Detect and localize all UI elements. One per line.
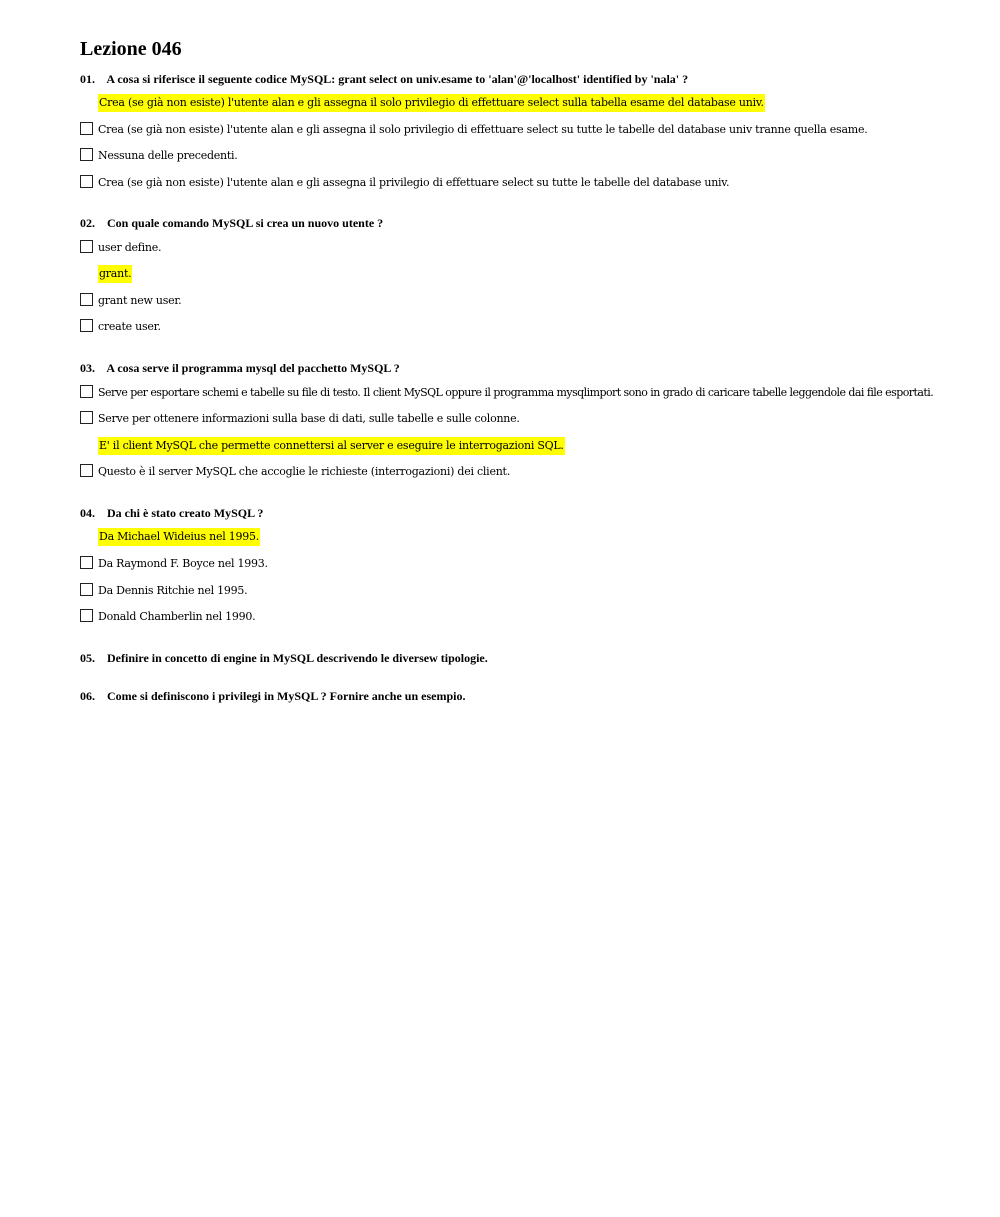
answer-checkbox[interactable]: [80, 319, 93, 332]
answer-text: grant new user.: [98, 294, 182, 307]
answer-checkbox[interactable]: [80, 411, 93, 424]
question-04: [80, 505, 980, 521]
question-06: [80, 688, 980, 704]
answer-text: Donald Chamberlin nel 1990.: [98, 610, 256, 623]
answer-text: Crea (se già non esiste) l'utente alan e gli assegna il privilegio di effettuare select su tutte le tabelle del database univ.: [98, 176, 730, 189]
question-number: 06.: [80, 689, 95, 703]
answer-checkbox[interactable]: [80, 122, 93, 135]
answer-text: Da Dennis Ritchie nel 1995.: [98, 584, 248, 597]
answer-text: Da Raymond F. Boyce nel 1993.: [98, 557, 268, 570]
page-title: Lezione 046: [80, 38, 182, 60]
answer-checkbox[interactable]: [80, 240, 93, 253]
answer-text: Crea (se già non esiste) l'utente alan e gli assegna il solo privilegio di effettuare select sulla tabella esame del database univ.: [98, 94, 765, 112]
answer-checkbox[interactable]: [80, 293, 93, 306]
question-text: Come si definiscono i privilegi in MySQL ? Fornire anche un esempio.: [107, 689, 466, 703]
answer-checkbox[interactable]: [80, 148, 93, 161]
answer-text: Questo è il server MySQL che accoglie le richieste (interrogazioni) dei client.: [98, 465, 510, 478]
answer-text: Da Michael Wideius nel 1995.: [98, 528, 260, 546]
question-number: 01.: [80, 72, 95, 86]
answer-checkbox[interactable]: [80, 556, 93, 569]
question-03: [80, 360, 980, 376]
answer-checkbox[interactable]: [80, 583, 93, 596]
answer-text: grant.: [98, 265, 132, 283]
question-text: Con quale comando MySQL si crea un nuovo utente ?: [107, 216, 384, 230]
answer-checkbox[interactable]: [80, 609, 93, 622]
question-text: A cosa serve il programma mysql del pacchetto MySQL ?: [106, 361, 400, 375]
question-number: 05.: [80, 651, 95, 665]
question-text: Da chi è stato creato MySQL ?: [107, 506, 264, 520]
question-01: [80, 71, 980, 87]
answer-checkbox[interactable]: [80, 385, 93, 398]
answer-text: create user.: [98, 320, 161, 333]
question-number: 03.: [80, 361, 95, 375]
question-number: 02.: [80, 216, 95, 230]
answer-text: Nessuna delle precedenti.: [98, 149, 238, 162]
answer-checkbox[interactable]: [80, 175, 93, 188]
question-number: 04.: [80, 506, 95, 520]
question-text: A cosa si riferisce il seguente codice MySQL: grant select on univ.esame to 'alan'@'localhost' identified by 'nala' ?: [106, 72, 689, 86]
question-05: [80, 650, 980, 666]
answer-text: E' il client MySQL che permette connettersi al server e eseguire le interrogazioni SQL.: [98, 437, 565, 455]
question-02: [80, 215, 980, 231]
answer-text: user define.: [98, 241, 162, 254]
answer-text: Crea (se già non esiste) l'utente alan e gli assegna il solo privilegio di effettuare select su tutte le tabelle del database univ tranne quella esame.: [98, 123, 868, 136]
answer-checkbox[interactable]: [80, 464, 93, 477]
answer-text: Serve per ottenere informazioni sulla base di dati, sulle tabelle e sulle colonne.: [98, 412, 520, 425]
question-text: Definire in concetto di engine in MySQL descrivendo le diversew tipologie.: [107, 651, 488, 665]
answer-text: Serve per esportare schemi e tabelle su file di testo. Il client MySQL oppure il programma mysqlimport sono in grado di caricare tabelle leggendole dai file esportati.: [98, 386, 934, 399]
